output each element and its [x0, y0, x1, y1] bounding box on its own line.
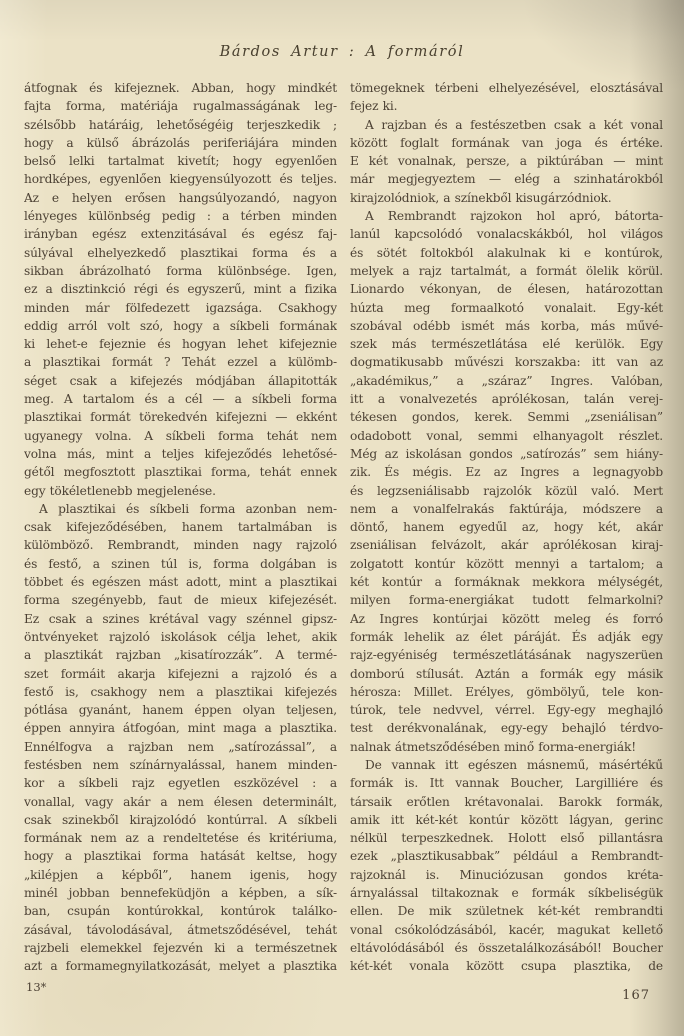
text-line: csak szinekből kirajzolódó kontúrral. A síkbeli [24, 812, 337, 827]
text-line: nalnak átmetsződésében minő forma-energiák! [350, 739, 636, 754]
text-line: plasztikai formát törekedvén kifejezni — ekként [24, 410, 337, 425]
text-line: itt a vonalvezetés aprólékosan, talán verej- [350, 392, 663, 407]
text-line: Ez csak a szines krétával vagy szénnel gipsz- [24, 611, 337, 626]
text-line: A Rembrandt rajzokon hol apró, bátorta- [365, 209, 663, 224]
text-line: E két vonalnak, persze, a piktúrában — mint [350, 154, 663, 169]
text-line: lanúl kapcsolódó vonalacskákból, hol világos [350, 227, 663, 242]
text-line: öntvényeket rajzoló iskolások célja lehet, akik [24, 629, 337, 644]
text-line: zolgatott kontúr között mennyi a tartalom; a [350, 556, 663, 571]
text-line: zik. És mégis. Ez az Ingres a legnagyobb [350, 465, 663, 480]
text-line: csak kifejeződésében, hanem tartalmában is [24, 520, 337, 535]
text-line: és festő, a szinen túl is, forma dolgában is [24, 556, 337, 571]
text-line: minden már fölfedezett igazsága. Csakhogy [24, 300, 337, 315]
text-line: pótlása gyanánt, hanem éppen olyan teljesen, [24, 703, 337, 718]
text-line: minél jobban bennefeküdjön a képben, a sík- [24, 886, 337, 901]
text-line: két-két vonala között csupa plasztika, de [350, 959, 663, 974]
text-line: fajta forma, matériája rugalmasságának leg- [24, 99, 337, 114]
text-line: formák is. Itt vannak Boucher, Largilliére és [350, 776, 663, 791]
text-line: formák lehelik az élet páráját. És adják egy [350, 629, 663, 644]
text-line: odadobott vonal, semmi elhanyagolt részlet. [350, 428, 663, 443]
text-line: sikban ábrázolható forma különbsége. Igen, [24, 263, 337, 278]
text-line: között foglalt formának van joga és értéke. [350, 135, 663, 150]
text-line: társaik erőtlen krétavonalai. Barokk formák, [350, 794, 663, 809]
text-line: szet formáit akarja kifejezni a rajzoló és a [24, 666, 337, 681]
text-line: meg. A tartalom és a cél — a síkbeli forma [24, 392, 337, 407]
text-line: hordképes, egyenlően kiegyensúlyozott és teljes. [24, 172, 337, 187]
text-line: volna más, mint a teljes kifejeződés lehetősé- [24, 446, 337, 461]
text-line: nem a vonalfelrakás faktúrája, módszere a [350, 501, 663, 516]
text-line: rajzoknál is. Minuciózusan gondos kréta- [350, 867, 663, 882]
text-line: a plasztikai formát ? Tehát ezzel a külömb- [24, 355, 337, 370]
text-line: ban, csupán kontúrokkal, kontúrok találko- [24, 904, 337, 919]
text-line: ezek „plasztikusabbak” például a Rembrandt- [350, 849, 663, 864]
text-line: zásával, távolodásával, átmetsződésével, tehát [24, 922, 337, 937]
text-line: hogy a plasztikai forma hatását keltse, hogy [24, 849, 337, 864]
text-line: domború stílusát. Aztán a formák egy másik [350, 666, 663, 681]
text-line: szek más természetlátása elé kerülök. Egy [350, 337, 663, 352]
text-block [24, 79, 663, 976]
text-line: két kontúr a formáknak mekkora mélységét, [350, 575, 663, 590]
text-line: ki lehet-e fejeznie és hogyan lehet kifejeznie [24, 337, 337, 352]
running-header: Bárdos Artur : A formáról [219, 44, 465, 60]
text-line: De vannak itt egészen másnemű, másértékű [365, 757, 663, 772]
text-line: és sötét foltokból alakulnak ki e kontúrok, [350, 245, 663, 260]
text-line: éppen annyira átfogóan, mint maga a plasztika. [24, 721, 337, 736]
text-line: súlyával elhelyezkedő plasztikai forma és a [24, 245, 337, 260]
text-line: egy tökéletlenebb megjelenése. [24, 483, 216, 498]
text-line: azt a formamegnyilatkozását, melyet a plasztika [24, 959, 337, 974]
text-line: forma szegényebb, faut de mieux kifejezését. [24, 593, 337, 608]
text-line: formának nem az a rendeltetése és kritériuma, [24, 831, 337, 846]
text-line: külömböző. Rembrandt, minden nagy rajzoló [24, 538, 337, 553]
text-line: A rajzban és a festészetben csak a két vonal [365, 117, 663, 132]
text-line: Még az iskolásan gondos „satírozás” sem hiány- [350, 446, 663, 461]
text-line: amik itt két-két kontúr között lágyan, gerinc [350, 812, 663, 827]
text-line: „akadémikus,” a „száraz” Ingres. Valóban, [350, 373, 663, 388]
text-line: a plasztikát rajzban „kisatírozzák”. A termé- [24, 648, 337, 663]
text-line: festésben nem színárnyalással, hanem minden- [24, 757, 337, 772]
text-line: vonallal, vagy akár a nem élesen determinált, [24, 794, 337, 809]
text-line: hogy a külső ábrázolás periferiájára minden [24, 135, 337, 150]
text-line: Lionardo vékonyan, de élesen, határozottan [350, 282, 663, 297]
text-line: kirajzolódniok, a színekből kisugárzódniok. [350, 190, 612, 205]
text-line: fejez ki. [350, 99, 398, 114]
text-line: nélkül terpeszkednek. Holott első pillantásra [350, 831, 663, 846]
text-line: A plasztikai és síkbeli forma azonban nem- [39, 501, 337, 516]
text-line: „kilépjen a képből”, hanem igenis, hogy [24, 867, 337, 882]
text-line: vonal csókolódzásából, kacér, magukat kellető [350, 922, 663, 937]
text-line: rajz-egyéniség természetlátásának nagyszerüen [350, 648, 663, 663]
text-line: eddig arról volt szó, hogy a síkbeli formának [24, 318, 337, 333]
text-line: szobával odébb ismét más korba, más művé- [350, 318, 663, 333]
text-line: melyek a rajz tartalmát, a formát ölelik körül. [350, 263, 663, 278]
text-line: irányban egész extenzitásával és egész faj- [24, 227, 337, 242]
text-line: séget csak a kifejezés módjában állapitották [24, 373, 337, 388]
text-line: többet és egészen mást adott, mint a plasztikai [24, 575, 337, 590]
text-line: rajzbeli elemekkel fejezvén ki a természetnek [24, 940, 337, 955]
text-line: tékesen gondos, kerek. Semmi „zseniálisan” [350, 410, 663, 425]
text-line: Az e helyen erősen hangsúlyozandó, nagyon [24, 190, 337, 205]
text-line: tömegeknek térbeni elhelyezésével, elosztásával [350, 81, 663, 95]
text-line: gétől megfosztott plasztikai forma, tehát ennek [24, 465, 337, 480]
text-line: eltávolódásából és összetalálkozásából! Boucher [350, 940, 663, 955]
text-line: milyen forma-energiákat tudott felmarkolni? [350, 593, 663, 608]
text-line: lényeges különbség pedig : a térben minden [24, 209, 337, 224]
text-line: már megjegyeztem — elég a szinhatárokból [350, 172, 663, 187]
text-line: Az Ingres kontúrjai között meleg és forró [350, 611, 663, 626]
text-line: túrok, tele nedvvel, vérrel. Egy-egy meghajló [350, 703, 663, 718]
text-line: szélsőbb határáig, lehetőségéig terjeszkedik ; [24, 117, 337, 132]
right-column [350, 79, 663, 976]
text-line: árnyalással tiltakoznak e formák síkbeliségük [350, 886, 663, 901]
text-line: kor a síkbeli rajz egyetlen eszközével : a [24, 776, 337, 791]
text-line: ellen. De mik születnek két-két rembrandti [350, 904, 663, 919]
page-number: 167 [622, 988, 650, 1003]
text-line: döntő, hanem egyedűl az, hogy két, akár [350, 520, 663, 535]
text-line: belső lelki tartalmat kivetít; hogy egyenlően [24, 154, 337, 169]
text-line: festő is, csakhogy nem a plasztikai kifejezés [24, 684, 337, 699]
left-column [24, 79, 337, 976]
text-line: átfognak és kifejeznek. Abban, hogy mindkét [24, 81, 337, 95]
text-line: ugyanegy volna. A síkbeli forma tehát nem [24, 428, 337, 443]
text-line: test derékvonalának, egy-egy behajló térdvo- [350, 721, 663, 736]
text-line: hérosza: Millet. Erélyes, gömbölyű, tele kon- [350, 684, 663, 699]
text-line: ez a disztinkció régi és egyszerű, mint a fizika [24, 282, 337, 297]
text-line: zseniálisan felvázolt, akár aprólékosan kiraj- [350, 538, 663, 553]
text-line: Ennélfogva a rajzban nem „satírozással”, a [24, 739, 337, 754]
text-line: dogmatikusabb művészi korszakba: itt van az [350, 355, 663, 370]
signature-mark: 13* [26, 980, 47, 994]
text-line: húzta meg formaalkotó vonalait. Egy-két [350, 300, 663, 315]
text-line: és legzseniálisabb rajzolók közül való. Mert [350, 483, 663, 498]
